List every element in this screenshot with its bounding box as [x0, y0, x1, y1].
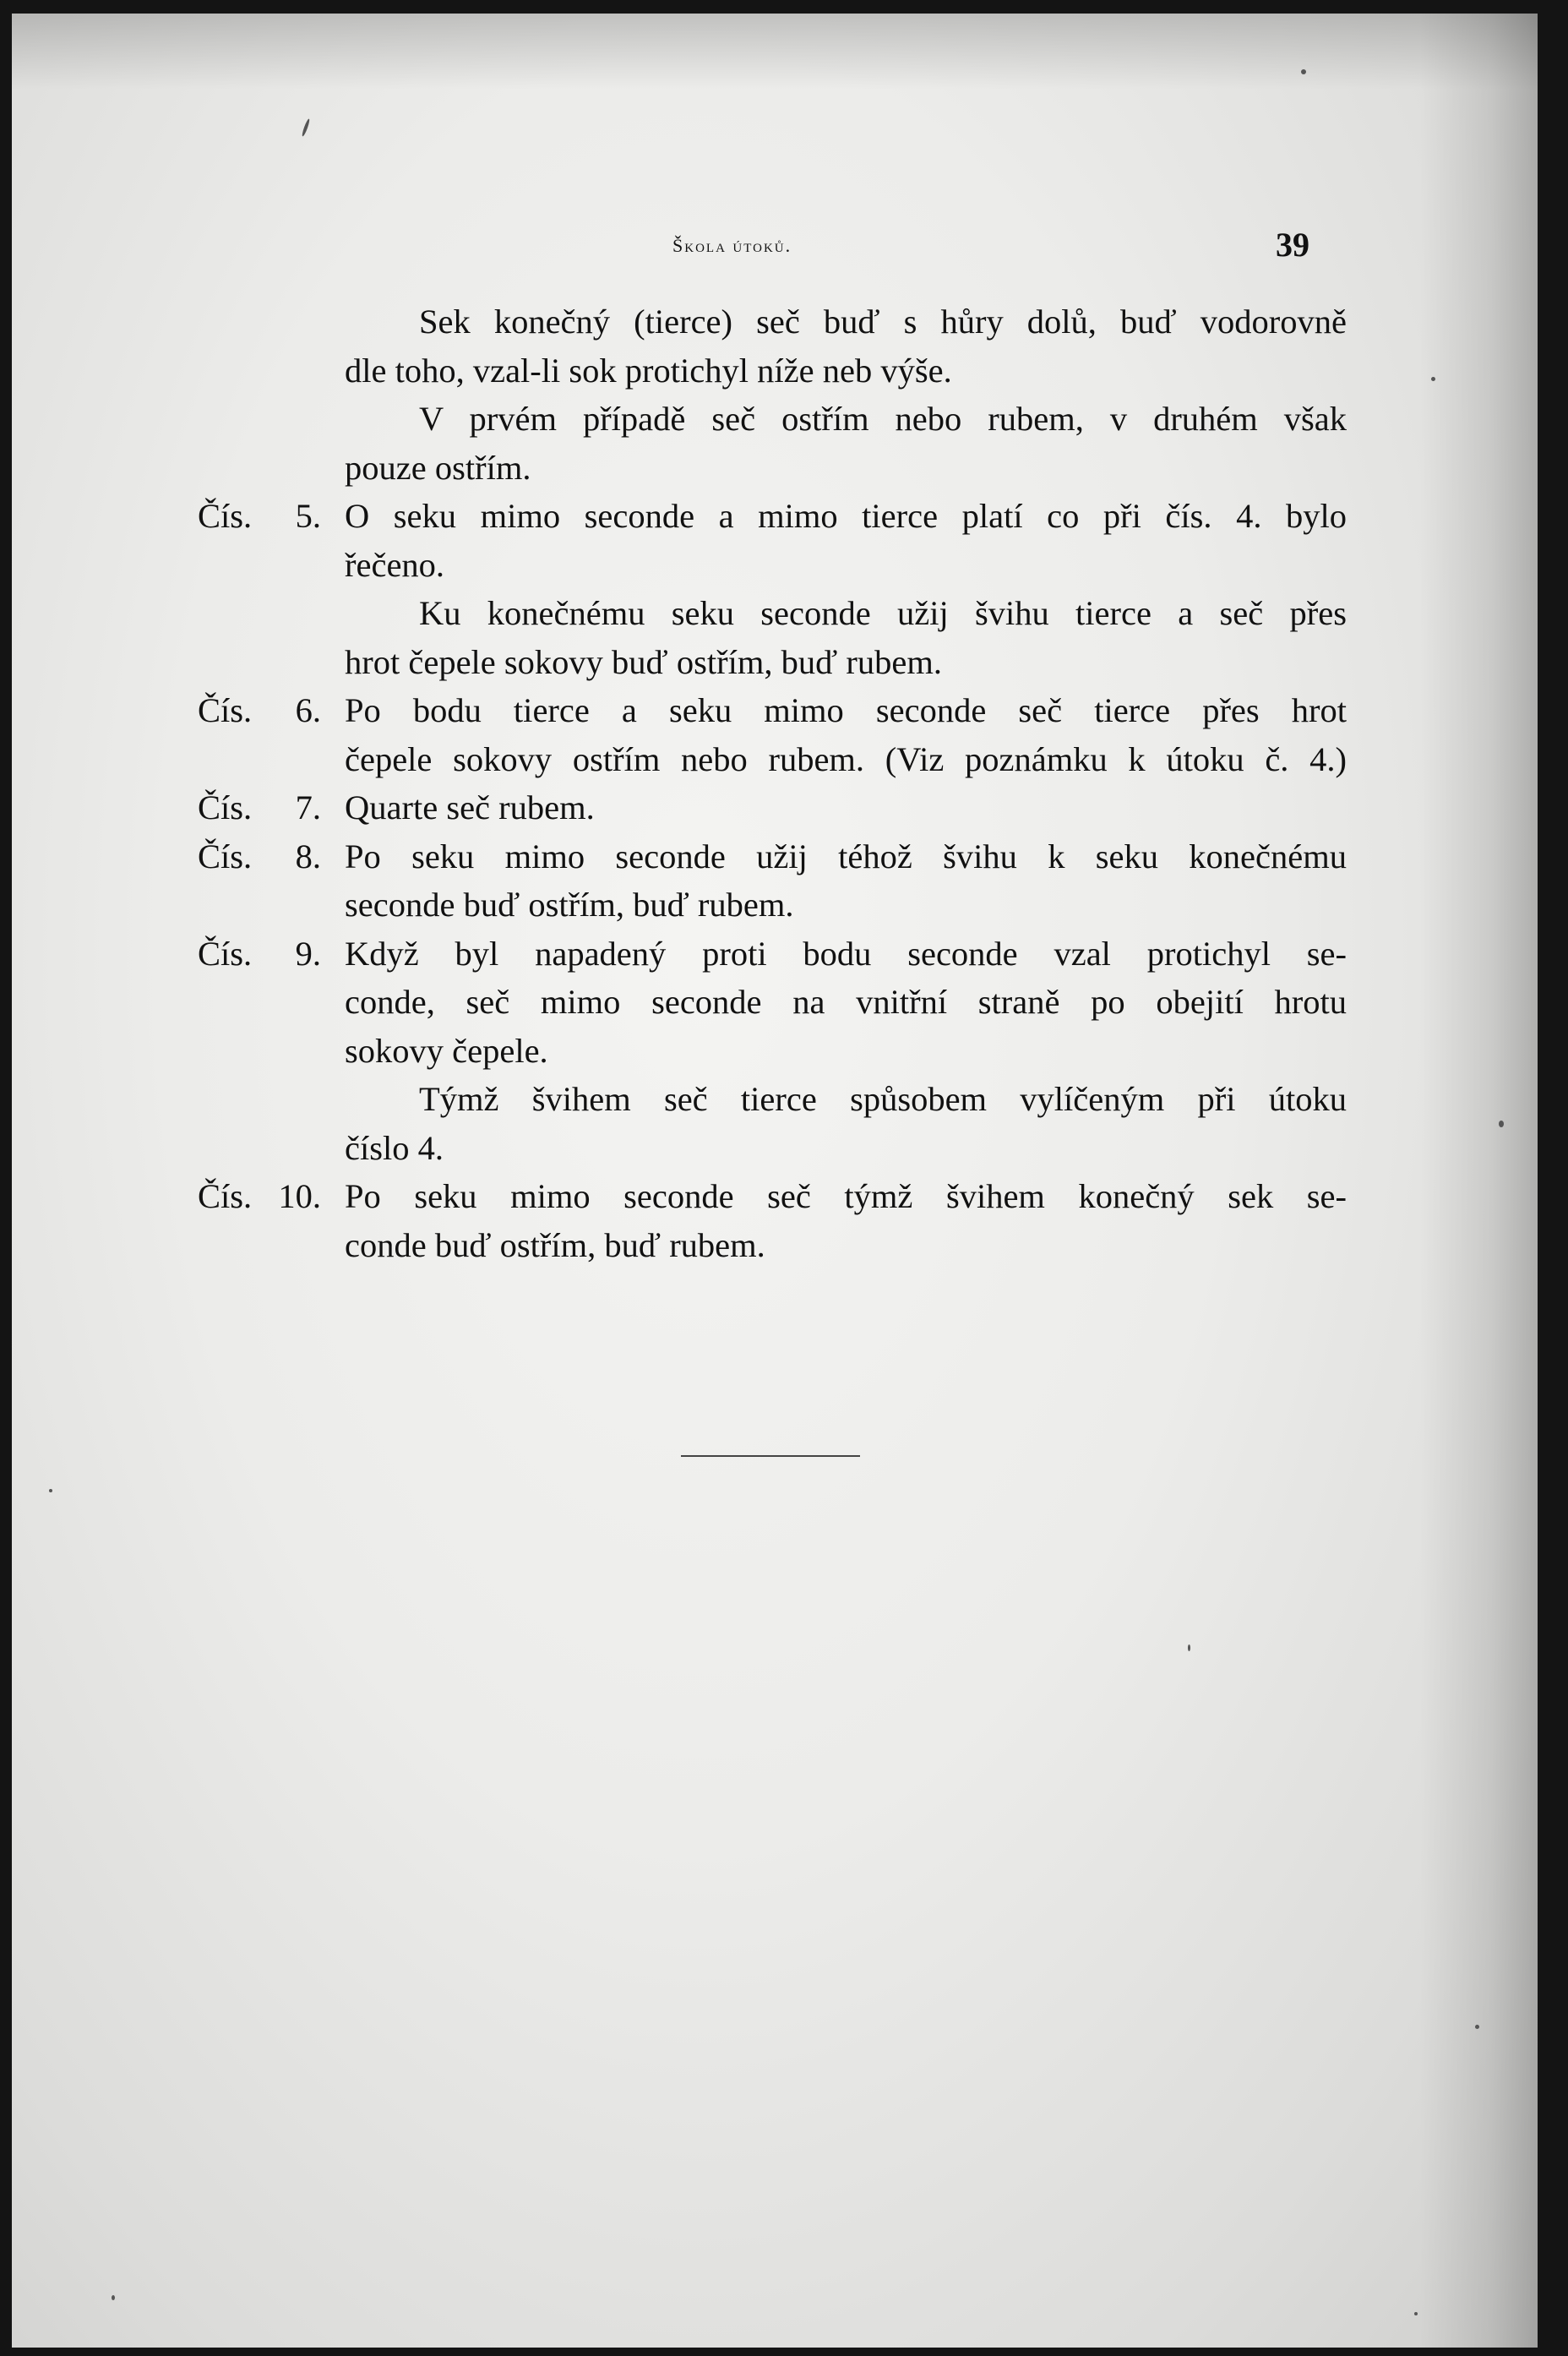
scan-speck [1431, 377, 1435, 381]
scan-speck [49, 1489, 52, 1492]
text-line [198, 1124, 1347, 1173]
text-line [198, 297, 1347, 346]
text-line [198, 541, 1347, 590]
text-line [198, 686, 1347, 735]
section-end-rule [681, 1455, 860, 1457]
text-line [198, 395, 1347, 444]
scan-speck [1414, 2312, 1418, 2315]
text-line [198, 492, 1347, 541]
paragraph-number-value: 7. [295, 788, 321, 826]
paragraph-number-label: Čís. [198, 788, 253, 826]
text-line [198, 1221, 1347, 1270]
text-line [198, 1172, 1347, 1221]
paragraph-number-label: Čís. [198, 934, 253, 973]
paragraph-number-value: 5. [295, 497, 321, 535]
paragraph-number-label: Čís. [198, 1177, 253, 1215]
paragraph-number-value: 9. [295, 934, 321, 973]
scan-speck [301, 118, 310, 137]
line-text: číslo 4. [345, 1128, 444, 1167]
paragraph-number-label: Čís. [198, 691, 253, 729]
line-text: Sek konečný (tierce) seč buď s hůry dolů, buď vodorovně [419, 303, 1347, 341]
line-text: Ku konečnému seku seconde užij švihu tierce a seč přes [419, 594, 1347, 632]
line-text: O seku mimo seconde a mimo tierce platí co při čís. 4. bylo [345, 497, 1347, 535]
text-line [198, 1027, 1347, 1076]
line-text: dle toho, vzal-li sok protichyl níže neb výše. [345, 351, 952, 390]
line-text: Když byl napadený proti bodu seconde vzal protichyl se- [345, 934, 1347, 973]
paragraph-number-value: 8. [295, 837, 321, 875]
paragraph-number-label: Čís. [198, 497, 253, 535]
paragraph-number-value: 10. [278, 1177, 321, 1215]
text-line [198, 978, 1347, 1027]
text-line [198, 735, 1347, 784]
scan-speck [112, 2295, 115, 2300]
scan-speck [1475, 2025, 1479, 2029]
body-text [198, 297, 1347, 1269]
line-text: čepele sokovy ostřím nebo rubem. (Viz poznámku k útoku č. 4.) [345, 739, 1347, 778]
paragraph-number-value: 6. [295, 691, 321, 729]
line-text: sokovy čepele. [345, 1031, 548, 1070]
text-line [198, 638, 1347, 687]
scan-speck [1188, 1644, 1190, 1651]
text-line [198, 783, 1347, 832]
page-number: 39 [1276, 226, 1309, 264]
line-text: Po seku mimo seconde seč týmž švihem konečný sek se- [345, 1177, 1347, 1215]
running-head: Škola útoků. [672, 235, 792, 256]
line-text: conde, seč mimo seconde na vnitřní straně po obejití hrotu [345, 983, 1347, 1021]
text-line [198, 832, 1347, 881]
text-line [198, 881, 1347, 930]
line-text: Po seku mimo seconde užij téhož švihu k seku konečnému [345, 837, 1347, 875]
line-text: Týmž švihem seč tierce spůsobem vylíčeným při útoku [419, 1080, 1347, 1118]
text-line [198, 930, 1347, 979]
text-line [198, 589, 1347, 638]
book-page [12, 14, 1538, 2348]
page-edge-shadow [1419, 14, 1538, 2348]
text-line [198, 444, 1347, 493]
line-text: pouze ostřím. [345, 448, 531, 487]
text-line [198, 1075, 1347, 1124]
scan-speck [1301, 69, 1306, 74]
line-text: řečeno. [345, 545, 445, 584]
page-top-shadow [12, 14, 1538, 90]
text-line [198, 346, 1347, 395]
line-text: Quarte seč rubem. [345, 788, 595, 826]
line-text: hrot čepele sokovy buď ostřím, buď rubem. [345, 642, 942, 681]
line-text: Po bodu tierce a seku mimo seconde seč tierce přes hrot [345, 691, 1347, 729]
paragraph-number-label: Čís. [198, 837, 253, 875]
line-text: seconde buď ostřím, buď rubem. [345, 886, 794, 924]
line-text: V prvém případě seč ostřím nebo rubem, v druhém však [419, 400, 1347, 438]
scan-speck [1499, 1121, 1504, 1127]
line-text: conde buď ostřím, buď rubem. [345, 1225, 765, 1264]
